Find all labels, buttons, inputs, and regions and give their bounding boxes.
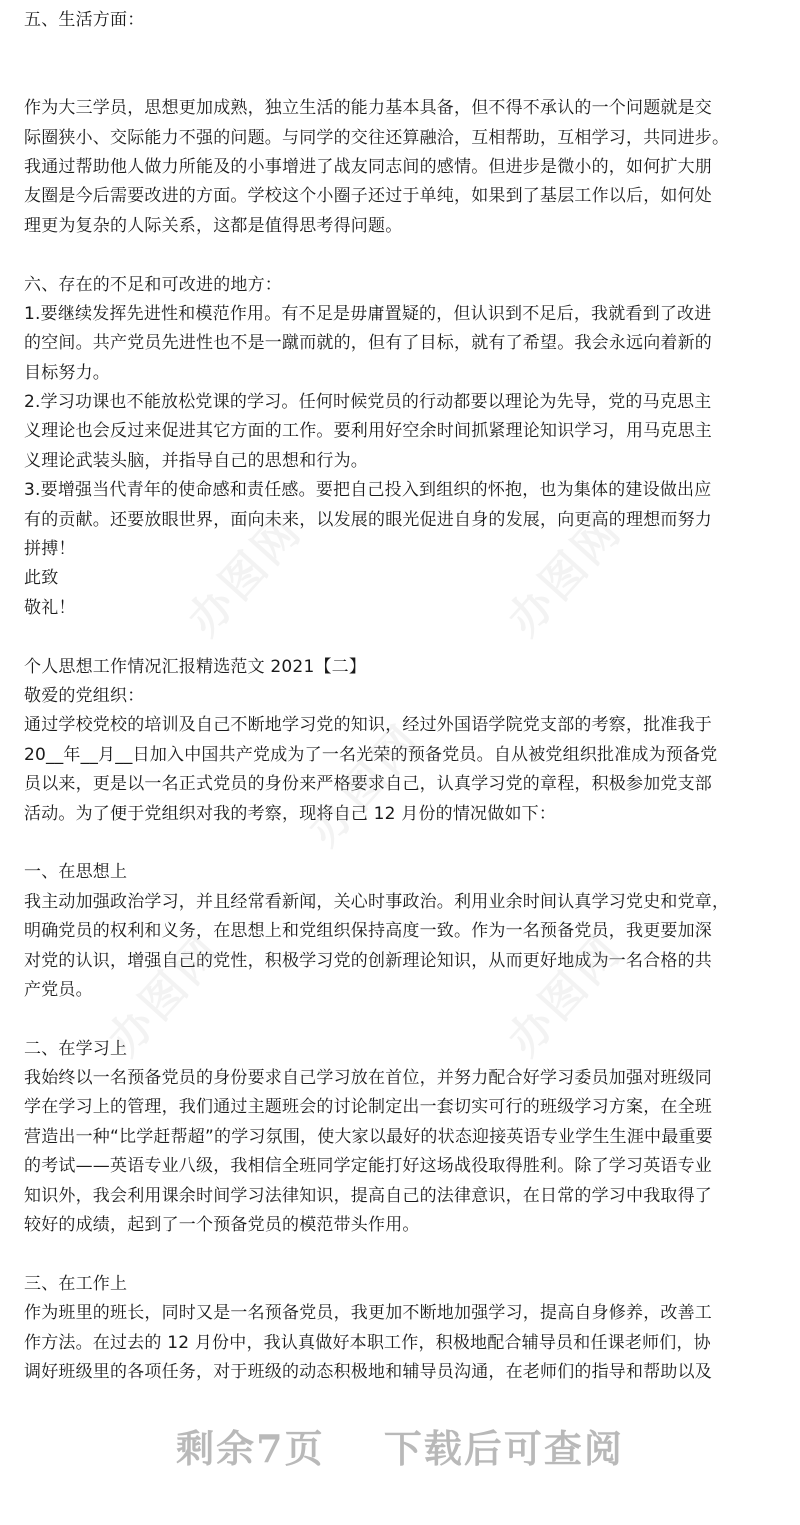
paragraph-line: 作为班里的班长，同时又是一名预备党员，我更加不断地加强学习，提高自身修养，改善工 [24, 1303, 712, 1324]
watermark: 办图网 [178, 504, 313, 646]
paragraph-line: 义理论也会反过来促进其它方面的工作。要利用好空余时间抓紧理论知识学习，用马克思主 [24, 421, 712, 442]
paragraph-line: 我通过帮助他人做力所能及的小事增进了战友同志间的感情。但进步是微小的，如何扩大朋 [24, 156, 712, 177]
paragraph-line: 明确党员的权利和义务，在思想上和党组织保持高度一致。作为一名预备党员，我更要加深 [24, 921, 712, 942]
paragraph-line: 较好的成绩，起到了一个预备党员的模范带头作用。 [24, 1215, 420, 1236]
paragraph-line: 3.要增强当代青年的使命感和责任感。要把自己投入到组织的怀抱，也为集体的建设做出应 [24, 480, 712, 501]
paragraph-line: 1.要继续发挥先进性和模范作用。有不足是毋庸置疑的，但认识到不足后，我就看到了改进 [24, 303, 712, 324]
section-heading: 六、存在的不足和可改进的地方： [24, 274, 282, 295]
paragraph-line: 的空间。共产党员先进性也不是一蹴而就的，但有了目标，就有了希望。我会永远向着新的 [24, 333, 712, 354]
paragraph-line: 员以来，更是以一名正式党员的身份来严格要求自己，认真学习党的章程，积极参加党支部 [24, 774, 712, 795]
paragraph-line: 我主动加强政治学习，并且经常看新闻，关心时事政治。利用业余时间认真学习党史和党章， [24, 891, 730, 912]
paragraph-line: 义理论武装头脑，并指导自己的思想和行为。 [24, 450, 368, 471]
paragraph-line: 理更为复杂的人际关系，这都是值得思考得问题。 [24, 215, 403, 236]
watermark: 办图网 [498, 924, 633, 1066]
section-heading: 一、在思想上 [24, 862, 128, 883]
paragraph-line: 作方法。在过去的 12 月份中，我认真做好本职工作，积极地配合辅导员和任课老师们，协 [24, 1332, 711, 1353]
spacer [24, 623, 784, 652]
download-banner[interactable] [0, 1418, 800, 1478]
closing-line: 此致 [24, 568, 59, 589]
paragraph-line: 有的贡献。还要放眼世界，面向未来，以发展的眼光促进自身的发展，向更高的理想而努力 [24, 509, 712, 530]
paragraph-line: 知识外，我会利用课余时间学习法律知识，提高自己的法律意识，在日常的学习中我取得了 [24, 1185, 712, 1206]
paragraph-line: 际圈狭小、交际能力不强的问题。与同学的交往还算融洽，互相帮助，互相学习，共同进步。 [24, 127, 730, 148]
paragraph-line: 对党的认识，增强自己的党性，积极学习党的创新理论知识，从而更好地成为一名合格的共 [24, 950, 712, 971]
spacer [24, 1240, 784, 1269]
paragraph-line: 20__年__月__日加入中国共产党成为了一名光荣的预备党员。自从被党组织批准成为预备党 [24, 744, 718, 765]
spacer [24, 1005, 784, 1034]
paragraph-line: 拼搏！ [24, 539, 76, 560]
watermark: 办图网 [498, 504, 633, 646]
watermark: 办图网 [98, 924, 233, 1066]
paragraph-line: 活动。为了便于党组织对我的考察，现将自己 12 月份的情况做如下： [24, 803, 557, 824]
section-heading: 五、生活方面： [24, 10, 145, 30]
section-heading: 三、在工作上 [24, 1273, 128, 1294]
watermark: 办图网 [298, 714, 433, 856]
paragraph-line: 产党员。 [24, 979, 93, 1000]
paragraph-line: 友圈是今后需要改进的方面。学校这个小圈子还过于单纯，如果到了基层工作以后，如何处 [24, 186, 712, 207]
paragraph-line: 学在学习上的管理，我们通过主题班会的讨论制定出一套切实可行的班级学习方案，在全班 [24, 1097, 712, 1118]
paragraph-line: 调好班级里的各项任务，对于班级的动态积极地和辅导员沟通，在老师们的指导和帮助以及 [24, 1361, 712, 1382]
download-to-read-label: 下载后可查阅 [383, 1426, 624, 1471]
section-heading: 二、在学习上 [24, 1038, 128, 1059]
spacer [24, 829, 784, 858]
document-title: 个人思想工作情况汇报精选范文 2021【二】 [24, 656, 367, 677]
spacer [24, 35, 784, 94]
paragraph-line: 我始终以一名预备党员的身份要求自己学习放在首位，并努力配合好学习委员加强对班级同 [24, 1068, 712, 1089]
document-body [24, 6, 784, 1387]
paragraph-line: 作为大三学员，思想更加成熟，独立生活的能力基本具备，但不得不承认的一个问题就是交 [24, 98, 712, 119]
paragraph-line: 的考试——英语专业八级，我相信全班同学定能打好这场战役取得胜利。除了学习英语专业 [24, 1156, 712, 1177]
paragraph-line: 2.学习功课也不能放松党课的学习。任何时候党员的行动都要以理论为先导，党的马克思主 [24, 392, 712, 413]
paragraph-line: 目标努力。 [24, 362, 110, 383]
salutation: 敬爱的党组织： [24, 686, 145, 706]
closing-line: 敬礼！ [24, 597, 76, 618]
spacer [24, 241, 784, 270]
paragraph-line: 营造出一种“比学赶帮超”的学习氛围，使大家以最好的状态迎接英语专业学生生涯中最重要 [24, 1126, 713, 1147]
paragraph-line: 通过学校党校的培训及自己不断地学习党的知识，经过外国语学院党支部的考察，批准我于 [24, 715, 712, 736]
remaining-pages-label: 剩余7页 [176, 1426, 325, 1471]
